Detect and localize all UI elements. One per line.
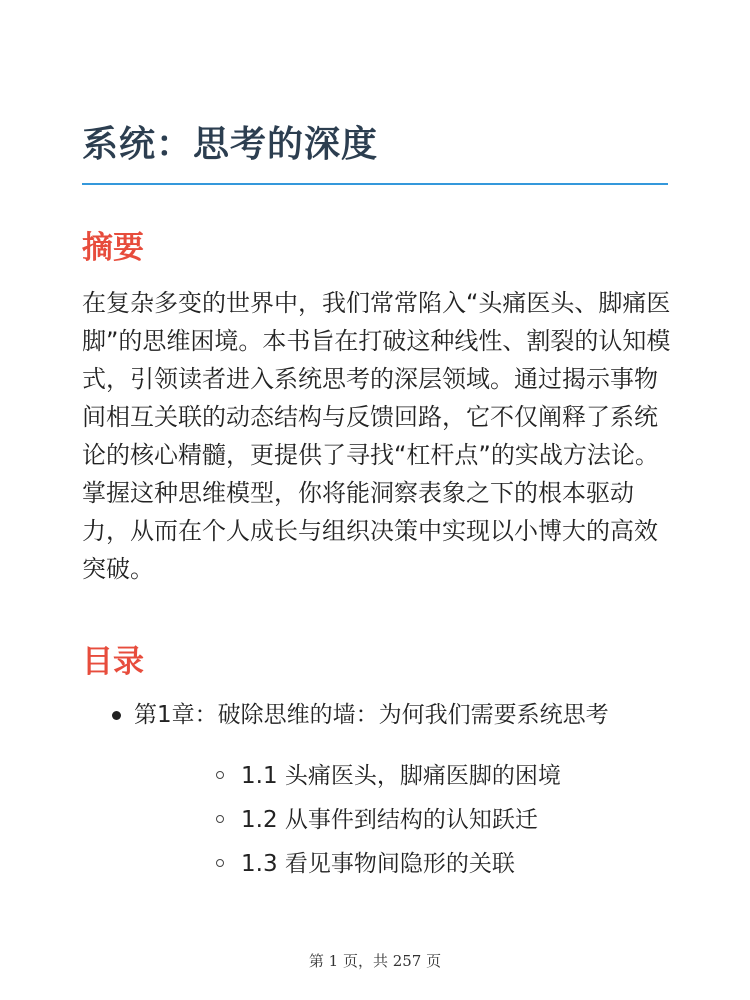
page-number-footer: 第 1 页，共 257 页 xyxy=(308,952,442,970)
abstract-body: 在复杂多变的世界中，我们常常陷入“头痛医头、脚痛医脚”的思维困境。本书旨在打破这种线性、割裂的认知模式，引领读者进入系统思考的深层领域。通过揭示事物间相互关联的动态结构与反馈回路，它不仅阐释了系统论的核心精髓，更提供了寻找“杠杆点”的实战方法论。掌握这种思维模型，你将能洞察表象之下的根本驱动力，从而在个人成长与组织决策中实现以小博大的高效突破。 xyxy=(82,289,671,583)
filled-bullet-icon xyxy=(112,711,121,720)
toc-chapter-label: 第1章：破除思维的墙：为何我们需要系统思考 xyxy=(134,702,609,728)
toc-section-label: 1.3 看见事物间隐形的关联 xyxy=(241,851,515,877)
title-divider xyxy=(82,183,668,185)
hollow-bullet-icon xyxy=(216,815,224,823)
toc-section-label: 1.1 头痛医头，脚痛医脚的困境 xyxy=(241,763,561,789)
table-of-contents xyxy=(82,696,672,886)
toc-section-label: 1.2 从事件到结构的认知跃迁 xyxy=(241,807,538,833)
hollow-bullet-icon xyxy=(216,859,224,867)
toc-section-1-2 xyxy=(134,798,672,842)
toc-chapter-1 xyxy=(82,696,672,886)
toc-section-1-3 xyxy=(134,842,672,886)
toc-heading: 目录 xyxy=(82,644,144,680)
page-title: 系统：思考的深度 xyxy=(82,124,379,165)
toc-section-list xyxy=(134,754,672,886)
abstract-heading: 摘要 xyxy=(82,230,144,266)
toc-section-1-1 xyxy=(134,754,672,798)
hollow-bullet-icon xyxy=(216,771,224,779)
